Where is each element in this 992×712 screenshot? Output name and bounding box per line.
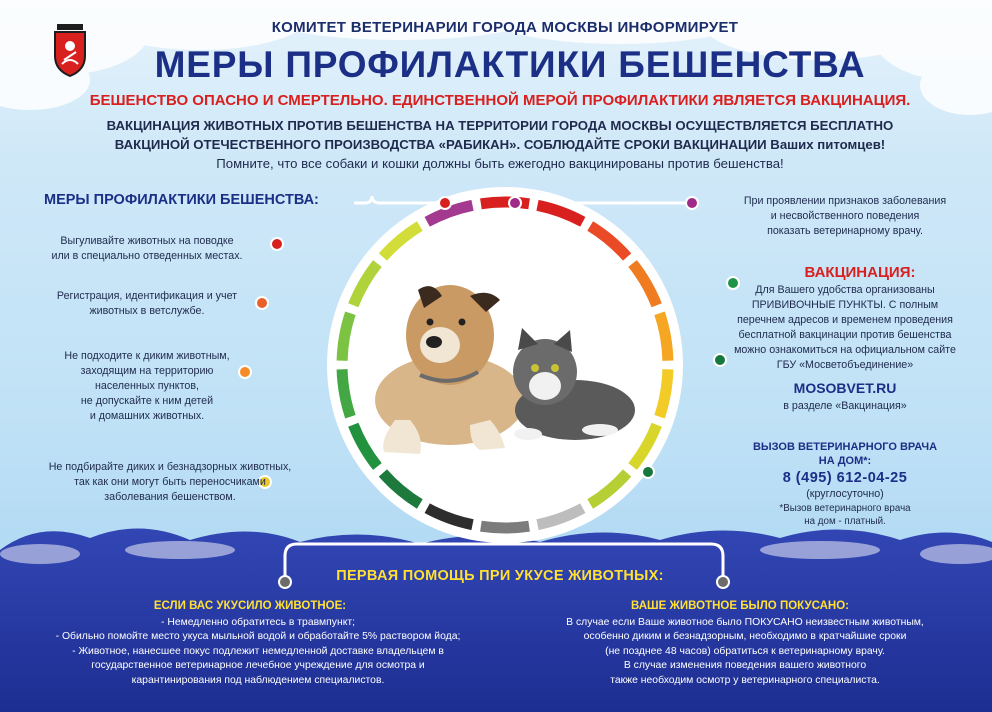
intro-line-2: ВАКЦИНОЙ ОТЕЧЕСТВЕННОГО ПРОИЗВОДСТВА «РАБИКАН». СОБЛЮДАЙТЕ СРОКИ ВАКЦИНАЦИИ Ваших питомцев! bbox=[114, 137, 886, 152]
warning-line: БЕШЕНСТВО ОПАСНО И СМЕРТЕЛЬНО. ЕДИНСТВЕННОЙ МЕРОЙ ПРОФИЛАКТИКИ ЯВЛЯЕТСЯ ВАКЦИНАЦИЯ. bbox=[89, 92, 911, 109]
intro-line-1: ВАКЦИНАЦИЯ ЖИВОТНЫХ ПРОТИВ БЕШЕНСТВА НА ТЕРРИТОРИИ ГОРОДА МОСКВЫ ОСУЩЕСТВЛЯЕТСЯ БЕСПЛАТНО bbox=[106, 118, 894, 133]
left-item-leash bbox=[12, 234, 282, 264]
left-item-stray-animals bbox=[20, 460, 320, 505]
left-item-registration bbox=[12, 289, 282, 319]
symptoms-note: При проявлении признаков заболевания и несвойственного поведения показать ветеринарному врачу. bbox=[743, 195, 947, 237]
left-item-text: Регистрация, идентификация и учет животных в ветслужбе. bbox=[56, 290, 238, 317]
phone-number[interactable]: 8 (495) 612-04-25 bbox=[782, 470, 908, 486]
bullet-dot bbox=[642, 466, 654, 478]
left-item-text: Не подбирайте диких и безнадзорных животных, так как они могут быть переносчиками заболевания бешенством. bbox=[48, 461, 292, 503]
left-item-wild-animals bbox=[12, 349, 282, 424]
intro-line-3: Помните, что все собаки и кошки должны быть ежегодно вакцинированы против бешенства! bbox=[216, 156, 784, 171]
left-item-text: Выгуливайте животных на поводке или в специально отведенных местах. bbox=[51, 235, 243, 262]
bitten-heading: ЕСЛИ ВАС УКУСИЛО ЖИВОТНОЕ: bbox=[153, 600, 347, 612]
website-link[interactable]: MOSOBVET.RU bbox=[793, 380, 897, 396]
animal-bitten-heading: ВАШЕ ЖИВОТНОЕ БЫЛО ПОКУСАНО: bbox=[630, 600, 850, 612]
ring-segment bbox=[481, 526, 529, 528]
vet-call-heading: ВЫЗОВ ВЕТЕРИНАРНОГО ВРАЧА НА ДОМ*: bbox=[752, 441, 938, 467]
paid-call-note: *Вызов ветеринарного врача на дом - платный. bbox=[779, 503, 911, 527]
committee-header: КОМИТЕТ ВЕТЕРИНАРИИ ГОРОДА МОСКВЫ ИНФОРМИРУЕТ bbox=[271, 19, 739, 36]
bullet-dot bbox=[509, 197, 521, 209]
first-aid-title: ПЕРВАЯ ПОМОЩЬ ПРИ УКУСЕ ЖИВОТНЫХ: bbox=[336, 568, 664, 584]
phone-hours-note: (круглосуточно) bbox=[806, 488, 884, 500]
bullet-dot bbox=[686, 197, 698, 209]
left-heading: МЕРЫ ПРОФИЛАКТИКИ БЕШЕНСТВА: bbox=[44, 192, 319, 208]
left-item-text: Не подходите к диким животным, заходящим на территорию населенных пунктов, не допускайте к ним детей и домашних животных. bbox=[64, 350, 230, 422]
bullet-dot bbox=[439, 197, 451, 209]
page-title: МЕРЫ ПРОФИЛАКТИКИ БЕШЕНСТВА bbox=[154, 44, 866, 85]
vaccination-text: Для Вашего удобства организованы ПРИВИВОЧНЫЕ ПУНКТЫ. С полным перечнем адресов и временем проведения бесплатной вакцинации против бешенства можно ознакомиться на официальном сайте ГБУ «Мосветобъединение» bbox=[734, 284, 956, 371]
vaccination-heading: ВАКЦИНАЦИЯ: bbox=[804, 264, 916, 281]
animal-bitten-instructions: В случае если Ваше животное было ПОКУСАНО неизвестным животным, особенно диким и безнадзорным, необходимо в кратчайшие сроки (не позднее 48 часов) обратиться к ветеринарному врачу. В случае изменения поведения вашего животного также необходим осмотр у ветеринарного специалиста. bbox=[566, 617, 924, 686]
website-section-note: в разделе «Вакцинация» bbox=[783, 400, 907, 412]
bitten-instructions: - Немедленно обратитесь в травмпункт; - Обильно помойте место укуса мыльной водой и обработайте 5% раствором йода; - Животное, нанесшее покус подлежит немедленной доставке владельцем в государственное ветеринарное лечебное учреждение для осмотра и карантинирования под наблюдением специалистов. bbox=[55, 617, 461, 686]
connector-top-left bbox=[354, 196, 445, 203]
